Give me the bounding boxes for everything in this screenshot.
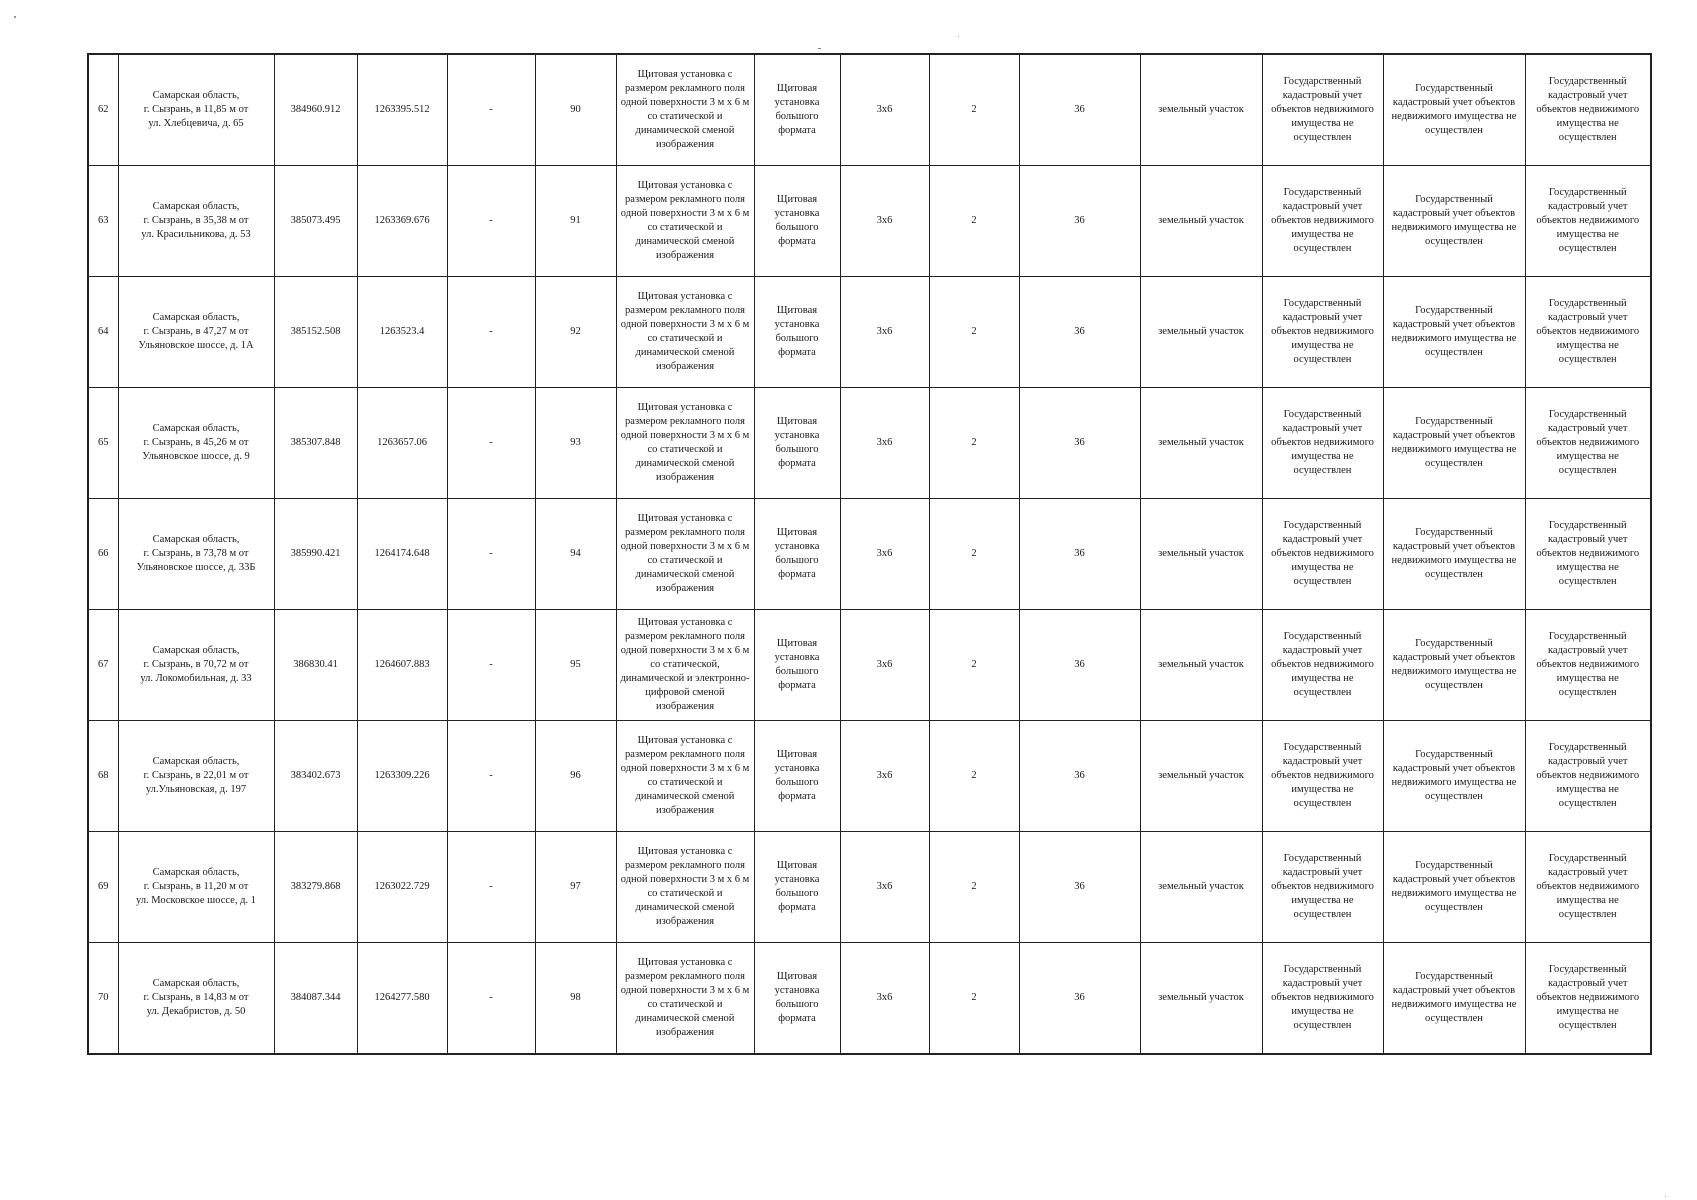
coordinate-y-cell: 1263395.512: [357, 54, 447, 166]
scheme-number-cell: 98: [535, 943, 616, 1055]
cadastral-status-cell: Государственный кадастровый учет объектов недвижимого имущества не осуществлен: [1262, 499, 1383, 610]
cadastral-status-cell: Государственный кадастровый учет объектов недвижимого имущества не осуществлен: [1383, 388, 1525, 499]
address-cell: Самарская область, г. Сызрань, в 70,72 м от ул. Локомобильная, д. 33: [118, 610, 274, 721]
cadastral-status-cell: Государственный кадастровый учет объектов недвижимого имущества не осуществлен: [1262, 943, 1383, 1055]
land-type-cell: земельный участок: [1140, 166, 1262, 277]
description-cell: Щитовая установка с размером рекламного поля одной поверхности 3 м х 6 м со статической и динамической сменой изображения: [616, 277, 754, 388]
cadastral-status-cell: Государственный кадастровый учет объектов недвижимого имущества не осуществлен: [1383, 721, 1525, 832]
land-type-cell: земельный участок: [1140, 943, 1262, 1055]
area-cell: 36: [1019, 388, 1140, 499]
area-cell: 36: [1019, 54, 1140, 166]
sides-count-cell: 2: [929, 943, 1019, 1055]
scheme-number-cell: 92: [535, 277, 616, 388]
cadastral-status-cell: Государственный кадастровый учет объектов недвижимого имущества не осуществлен: [1383, 943, 1525, 1055]
table-row: [88, 166, 1651, 277]
scheme-number-cell: 97: [535, 832, 616, 943]
structure-type-cell: Щитовая установка большого формата: [754, 610, 840, 721]
row-number: 64: [88, 277, 118, 388]
row-number: 62: [88, 54, 118, 166]
coordinate-y-cell: 1264607.883: [357, 610, 447, 721]
description-cell: Щитовая установка с размером рекламного поля одной поверхности 3 м х 6 м со статической и динамической сменой изображения: [616, 721, 754, 832]
row-number: 69: [88, 832, 118, 943]
coordinate-x-cell: 386830.41: [274, 610, 357, 721]
field-size-cell: 3х6: [840, 388, 929, 499]
land-type-cell: земельный участок: [1140, 721, 1262, 832]
coordinate-y-cell: 1263369.676: [357, 166, 447, 277]
cadastral-status-cell: Государственный кадастровый учет объектов недвижимого имущества не осуществлен: [1525, 277, 1651, 388]
scan-speck: [1665, 1196, 1666, 1197]
structure-type-cell: Щитовая установка большого формата: [754, 499, 840, 610]
land-type-cell: земельный участок: [1140, 610, 1262, 721]
description-cell: Щитовая установка с размером рекламного поля одной поверхности 3 м х 6 м со статической и динамической сменой изображения: [616, 499, 754, 610]
field-size-cell: 3х6: [840, 499, 929, 610]
scan-speck: [958, 36, 959, 37]
cadastral-status-cell: Государственный кадастровый учет объектов недвижимого имущества не осуществлен: [1262, 166, 1383, 277]
address-cell: Самарская область, г. Сызрань, в 73,78 м от Ульяновское шоссе, д. 33Б: [118, 499, 274, 610]
land-type-cell: земельный участок: [1140, 54, 1262, 166]
cadastral-status-cell: Государственный кадастровый учет объектов недвижимого имущества не осуществлен: [1525, 166, 1651, 277]
coordinate-y-cell: 1263022.729: [357, 832, 447, 943]
field-size-cell: 3х6: [840, 610, 929, 721]
scan-speck: [14, 16, 16, 18]
coordinate-y-cell: 1263657.06: [357, 388, 447, 499]
cadastral-status-cell: Государственный кадастровый учет объектов недвижимого имущества не осуществлен: [1262, 388, 1383, 499]
description-cell: Щитовая установка с размером рекламного поля одной поверхности 3 м х 6 м со статической и динамической сменой изображения: [616, 166, 754, 277]
row-number: 63: [88, 166, 118, 277]
scheme-number-cell: 90: [535, 54, 616, 166]
description-cell: Щитовая установка с размером рекламного поля одной поверхности 3 м х 6 м со статической и динамической сменой изображения: [616, 832, 754, 943]
area-cell: 36: [1019, 610, 1140, 721]
field-size-cell: 3х6: [840, 943, 929, 1055]
field-size-cell: 3х6: [840, 832, 929, 943]
cadastral-status-cell: Государственный кадастровый учет объектов недвижимого имущества не осуществлен: [1262, 832, 1383, 943]
field-size-cell: 3х6: [840, 277, 929, 388]
advertising-structures-table: [87, 53, 1652, 1055]
scan-speck: [818, 48, 821, 49]
empty-value-cell: -: [447, 388, 535, 499]
cadastral-status-cell: Государственный кадастровый учет объектов недвижимого имущества не осуществлен: [1383, 832, 1525, 943]
sides-count-cell: 2: [929, 54, 1019, 166]
cadastral-status-cell: Государственный кадастровый учет объектов недвижимого имущества не осуществлен: [1525, 610, 1651, 721]
cadastral-status-cell: Государственный кадастровый учет объектов недвижимого имущества не осуществлен: [1262, 610, 1383, 721]
cadastral-status-cell: Государственный кадастровый учет объектов недвижимого имущества не осуществлен: [1383, 610, 1525, 721]
land-type-cell: земельный участок: [1140, 832, 1262, 943]
scheme-number-cell: 91: [535, 166, 616, 277]
structure-type-cell: Щитовая установка большого формата: [754, 943, 840, 1055]
empty-value-cell: -: [447, 54, 535, 166]
address-cell: Самарская область, г. Сызрань, в 11,20 м от ул. Московское шоссе, д. 1: [118, 832, 274, 943]
field-size-cell: 3х6: [840, 166, 929, 277]
description-cell: Щитовая установка с размером рекламного поля одной поверхности 3 м х 6 м со статической и динамической сменой изображения: [616, 388, 754, 499]
row-number: 65: [88, 388, 118, 499]
structure-type-cell: Щитовая установка большого формата: [754, 388, 840, 499]
sides-count-cell: 2: [929, 832, 1019, 943]
sides-count-cell: 2: [929, 499, 1019, 610]
coordinate-x-cell: 385073.495: [274, 166, 357, 277]
coordinate-y-cell: 1263309.226: [357, 721, 447, 832]
coordinate-x-cell: 384960.912: [274, 54, 357, 166]
table-row: [88, 277, 1651, 388]
area-cell: 36: [1019, 721, 1140, 832]
empty-value-cell: -: [447, 277, 535, 388]
coordinate-x-cell: 383402.673: [274, 721, 357, 832]
scheme-number-cell: 96: [535, 721, 616, 832]
scheme-number-cell: 94: [535, 499, 616, 610]
scheme-number-cell: 93: [535, 388, 616, 499]
coordinate-y-cell: 1264277.580: [357, 943, 447, 1055]
table-row: [88, 499, 1651, 610]
coordinate-y-cell: 1263523.4: [357, 277, 447, 388]
description-cell: Щитовая установка с размером рекламного поля одной поверхности 3 м х 6 м со статической и динамической сменой изображения: [616, 54, 754, 166]
row-number: 66: [88, 499, 118, 610]
field-size-cell: 3х6: [840, 721, 929, 832]
sides-count-cell: 2: [929, 277, 1019, 388]
area-cell: 36: [1019, 277, 1140, 388]
field-size-cell: 3х6: [840, 54, 929, 166]
cadastral-status-cell: Государственный кадастровый учет объектов недвижимого имущества не осуществлен: [1262, 721, 1383, 832]
sides-count-cell: 2: [929, 388, 1019, 499]
cadastral-status-cell: Государственный кадастровый учет объектов недвижимого имущества не осуществлен: [1525, 499, 1651, 610]
area-cell: 36: [1019, 943, 1140, 1055]
table-row: [88, 388, 1651, 499]
coordinate-x-cell: 383279.868: [274, 832, 357, 943]
coordinate-x-cell: 385307.848: [274, 388, 357, 499]
structure-type-cell: Щитовая установка большого формата: [754, 721, 840, 832]
cadastral-status-cell: Государственный кадастровый учет объектов недвижимого имущества не осуществлен: [1383, 277, 1525, 388]
structure-type-cell: Щитовая установка большого формата: [754, 54, 840, 166]
table-row: [88, 832, 1651, 943]
scheme-number-cell: 95: [535, 610, 616, 721]
area-cell: 36: [1019, 499, 1140, 610]
structure-type-cell: Щитовая установка большого формата: [754, 166, 840, 277]
cadastral-status-cell: Государственный кадастровый учет объектов недвижимого имущества не осуществлен: [1525, 832, 1651, 943]
structure-type-cell: Щитовая установка большого формата: [754, 277, 840, 388]
row-number: 68: [88, 721, 118, 832]
coordinate-x-cell: 385990.421: [274, 499, 357, 610]
address-cell: Самарская область, г. Сызрань, в 35,38 м от ул. Красильникова, д. 53: [118, 166, 274, 277]
area-cell: 36: [1019, 166, 1140, 277]
address-cell: Самарская область, г. Сызрань, в 47,27 м от Ульяновское шоссе, д. 1А: [118, 277, 274, 388]
cadastral-status-cell: Государственный кадастровый учет объектов недвижимого имущества не осуществлен: [1525, 388, 1651, 499]
address-cell: Самарская область, г. Сызрань, в 11,85 м от ул. Хлебцевича, д. 65: [118, 54, 274, 166]
table-row: [88, 721, 1651, 832]
area-cell: 36: [1019, 832, 1140, 943]
cadastral-status-cell: Государственный кадастровый учет объектов недвижимого имущества не осуществлен: [1383, 166, 1525, 277]
address-cell: Самарская область, г. Сызрань, в 22,01 м от ул.Ульяновская, д. 197: [118, 721, 274, 832]
cadastral-status-cell: Государственный кадастровый учет объектов недвижимого имущества не осуществлен: [1262, 54, 1383, 166]
empty-value-cell: -: [447, 610, 535, 721]
description-cell: Щитовая установка с размером рекламного поля одной поверхности 3 м х 6 м со статической, динамической и электронно-цифровой сменой изображения: [616, 610, 754, 721]
empty-value-cell: -: [447, 721, 535, 832]
empty-value-cell: -: [447, 499, 535, 610]
empty-value-cell: -: [447, 832, 535, 943]
cadastral-status-cell: Государственный кадастровый учет объектов недвижимого имущества не осуществлен: [1262, 277, 1383, 388]
sides-count-cell: 2: [929, 166, 1019, 277]
coordinate-x-cell: 385152.508: [274, 277, 357, 388]
table-row: [88, 54, 1651, 166]
land-type-cell: земельный участок: [1140, 277, 1262, 388]
description-cell: Щитовая установка с размером рекламного поля одной поверхности 3 м х 6 м со статической и динамической сменой изображения: [616, 943, 754, 1055]
cadastral-status-cell: Государственный кадастровый учет объектов недвижимого имущества не осуществлен: [1383, 499, 1525, 610]
table-body: [88, 54, 1651, 1054]
cadastral-status-cell: Государственный кадастровый учет объектов недвижимого имущества не осуществлен: [1383, 54, 1525, 166]
cadastral-status-cell: Государственный кадастровый учет объектов недвижимого имущества не осуществлен: [1525, 54, 1651, 166]
empty-value-cell: -: [447, 943, 535, 1055]
address-cell: Самарская область, г. Сызрань, в 45,26 м от Ульяновское шоссе, д. 9: [118, 388, 274, 499]
address-cell: Самарская область, г. Сызрань, в 14,83 м от ул. Декабристов, д. 50: [118, 943, 274, 1055]
table-row: [88, 610, 1651, 721]
coordinate-x-cell: 384087.344: [274, 943, 357, 1055]
sides-count-cell: 2: [929, 721, 1019, 832]
row-number: 70: [88, 943, 118, 1055]
coordinate-y-cell: 1264174.648: [357, 499, 447, 610]
land-type-cell: земельный участок: [1140, 499, 1262, 610]
row-number: 67: [88, 610, 118, 721]
cadastral-status-cell: Государственный кадастровый учет объектов недвижимого имущества не осуществлен: [1525, 943, 1651, 1055]
structure-type-cell: Щитовая установка большого формата: [754, 832, 840, 943]
sides-count-cell: 2: [929, 610, 1019, 721]
empty-value-cell: -: [447, 166, 535, 277]
table-row: [88, 943, 1651, 1055]
land-type-cell: земельный участок: [1140, 388, 1262, 499]
cadastral-status-cell: Государственный кадастровый учет объектов недвижимого имущества не осуществлен: [1525, 721, 1651, 832]
